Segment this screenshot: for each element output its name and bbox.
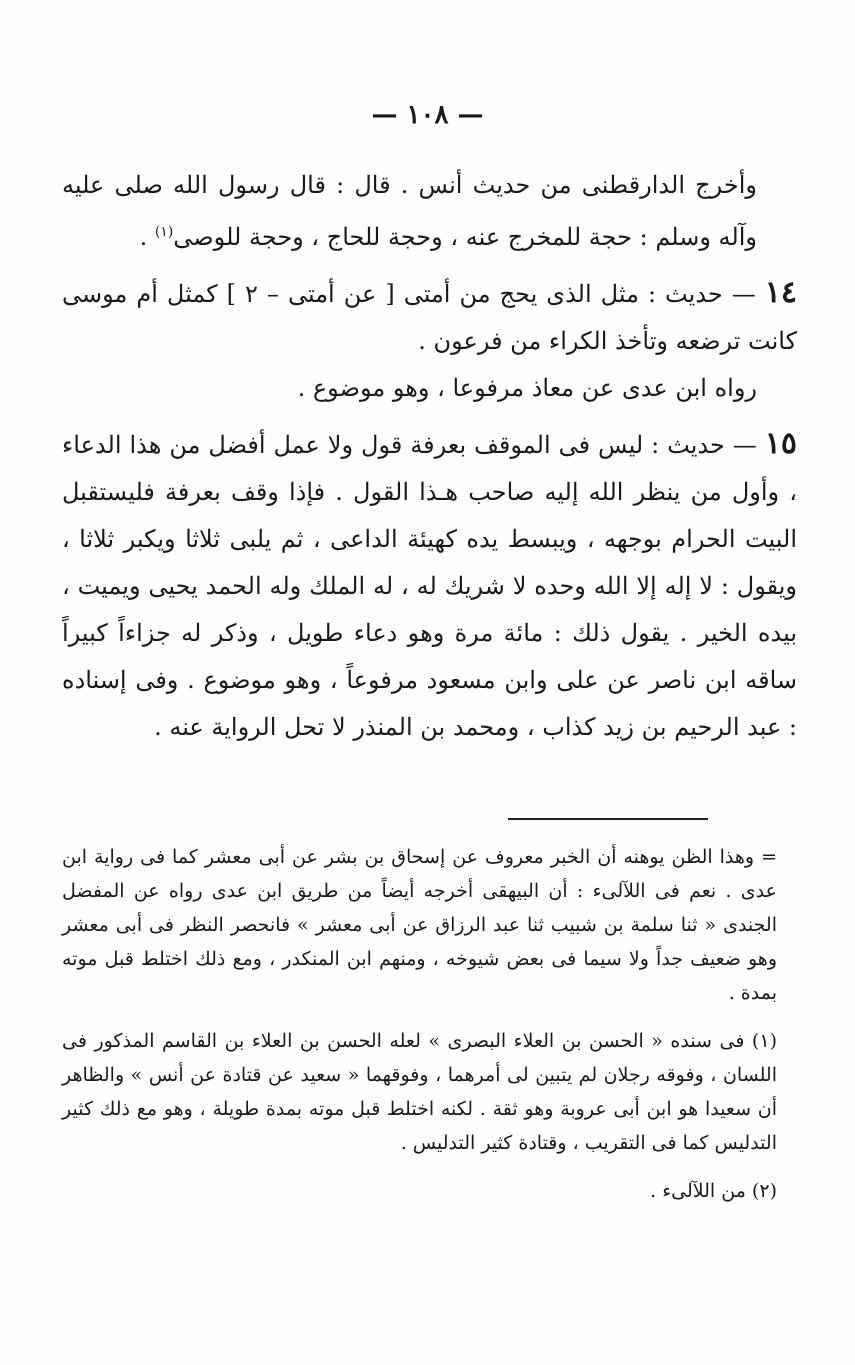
hadith-15: [62, 420, 797, 751]
hadith-14-number: ١٤: [764, 275, 797, 310]
hadith-14-text: — حديث : مثل الذى يحج من أمتى [ عن أمتى – ٢ ] كمثل أم موسى كانت ترضعه وتأخذ الكراء من فرعون .: [62, 280, 797, 355]
paragraph-daraqutni: [62, 162, 797, 261]
paragraph-daraqutni-end: .: [139, 223, 155, 251]
footnote-separator: [508, 818, 708, 820]
page-number: — ١٠٨ —: [371, 100, 484, 130]
hadith-14-source: رواه ابن عدى عن معاذ مرفوعا ، وهو موضوع .: [297, 374, 757, 402]
hadith-15-number: ١٥: [764, 426, 797, 461]
hadith-14: [62, 269, 797, 365]
paragraph-daraqutni-text: وأخرج الدارقطنى من حديث أنس . قال : قال رسول الله صلى عليه وآله وسلم : حجة للمخرج عنه ، وحجة للحاج ، وحجة للوصى: [62, 171, 757, 251]
footnotes: [62, 840, 777, 1208]
footnote-continuation: = وهذا الظن يوهنه أن الخبر معروف عن إسحاق بن بشر عن أبى معشر كما فى رواية ابن عدى . نعم فى اللآلىء : أن البيهقى أخرجه أيضاً من طريق ابن عدى رواه عن المفضل الجندى « ثنا سلمة بن شبيب ثنا عبد الرزاق عن أبى معشر » فانحصر النظر فى أبى معشر وهو ضعيف جداً ولا سيما فى بعض شيوخه ، ومنهم ابن المنكدر ، ومع ذلك اختلط قبل موته بمدة .: [62, 846, 777, 1004]
footnote-ref-1[interactable]: (١): [154, 224, 174, 240]
hadith-15-text: — حديث : ليس فى الموقف بعرفة قول ولا عمل أفضل من هذا الدعاء ، وأول من ينظر الله إليه صاحب هـذا القول . فإذا وقف بعرفة فليستقبل البيت الحرام بوجهه ، ويبسط يده كهيئة الداعى ، ثم يلبى ثلاثا ويكبر ثلاثا ، ويقول : لا إله إلا الله وحده لا شريك له ، له الملك وله الحمد يحيى ويميت ، بيده الخير . يقول ذلك : مائة مرة وهو دعاء طويل ، وذكر له جزاءاً كبيراً ساقه ابن ناصر عن على وابن مسعود مرفوعاً ، وهو موضوع . وفى إسناده : عبد الرحيم بن زيد كذاب ، ومحمد بن المنذر لا تحل الرواية عنه .: [62, 431, 797, 741]
footnote-1: (١) فى سنده « الحسن بن العلاء البصرى » لعله الحسن بن العلاء بن القاسم المذكور فى اللسان ، وفوقه رجلان لم يتبين لى أمرهما ، وفوقهما « سعيد عن قتادة عن أنس » والظاهر أن سعيدا هو ابن أبى عروبة وهو ثقة . لكنه اختلط قبل موته بمدة طويلة ، وهو مع ذلك كثير التدليس كما فى التقريب ، وقتادة كثير التدليس .: [62, 1030, 777, 1154]
footnote-2: (٢) من اللآلىء .: [650, 1180, 777, 1202]
main-body: [62, 162, 797, 751]
